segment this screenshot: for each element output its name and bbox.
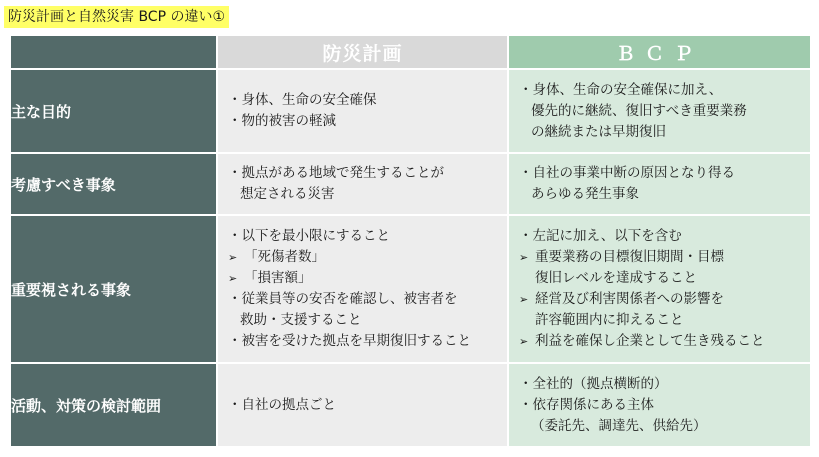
page-title: 防災計画と自然災害 BCP の違い① [4, 6, 229, 28]
table-header-row [10, 35, 811, 69]
row-label-scope: 活動、対策の検討範囲 [10, 363, 217, 447]
cell-line: ・物的被害の軽減 [228, 113, 336, 129]
disaster-plan-cell-scope [217, 363, 508, 447]
cell-line: 優先的に継続、復旧すべき重要業務 [531, 102, 747, 119]
cell-line: ・拠点がある地域で発生することが [228, 165, 444, 181]
arrow-bullet-icon: ➢ [228, 272, 238, 285]
bcp-cell-purpose [508, 69, 811, 153]
bcp-cell-events [508, 153, 811, 215]
arrow-bullet-icon: ➢ [519, 335, 529, 348]
cell-line: ・身体、生命の安全確保 [228, 92, 377, 108]
cell-line: （委託先、調達先、供給先） [531, 417, 707, 434]
cell-line: ➢ 経営及び利害関係者への影響を [519, 289, 804, 310]
cell-line: ➢ 重要業務の目標復旧期間・目標 [519, 247, 804, 268]
corner-header-cell [10, 35, 217, 69]
comparison-table [9, 34, 812, 448]
cell-line: ・身体、生命の安全確保に加え、 [519, 81, 723, 98]
arrow-bullet-icon: ➢ [228, 251, 238, 264]
row-label-purpose: 主な目的 [10, 69, 217, 153]
cell-line: 復旧レベルを達成すること [535, 270, 697, 286]
cell-line: ・被害を受けた拠点を早期復旧すること [228, 333, 471, 349]
disaster-plan-cell-priority [217, 215, 508, 363]
table-row-events [10, 153, 811, 215]
bcp-cell-priority [508, 215, 811, 363]
disaster-plan-column-header: 防災計画 [217, 35, 508, 69]
cell-line: の継続または早期復旧 [531, 123, 666, 140]
row-label-events: 考慮すべき事象 [10, 153, 217, 215]
table-row-priority [10, 215, 811, 363]
cell-line: ・従業員等の安否を確認し、被害者を [228, 291, 458, 307]
row-label-priority: 重要視される事象 [10, 215, 217, 363]
arrow-bullet-icon: ➢ [519, 293, 529, 306]
cell-line: 想定される災害 [240, 186, 335, 202]
arrow-bullet-icon: ➢ [519, 251, 529, 264]
cell-line: ・全社的（拠点横断的） [519, 375, 668, 392]
cell-line: 許容範囲内に抑えること [535, 312, 684, 328]
cell-line: ➢ 「死傷者数」 [228, 247, 501, 268]
cell-line: ・左記に加え、以下を含む [519, 228, 682, 244]
cell-line: ・自社の拠点ごと [228, 396, 336, 413]
bcp-column-header: ＢＣＰ [508, 35, 811, 69]
cell-line: ➢ 利益を確保し企業として生き残ること [519, 331, 804, 352]
cell-line: 救助・支援すること [240, 312, 362, 328]
disaster-plan-cell-events [217, 153, 508, 215]
cell-line: ・依存関係にある主体 [519, 396, 654, 413]
bcp-cell-scope [508, 363, 811, 447]
cell-line: あらゆる発生事象 [531, 186, 639, 202]
cell-line: ・自社の事業中断の原因となり得る [519, 165, 735, 181]
disaster-plan-cell-purpose [217, 69, 508, 153]
cell-line: ➢ 「損害額」 [228, 268, 501, 289]
cell-line: ・以下を最小限にすること [228, 228, 390, 244]
table-row-scope [10, 363, 811, 447]
table-row-purpose [10, 69, 811, 153]
